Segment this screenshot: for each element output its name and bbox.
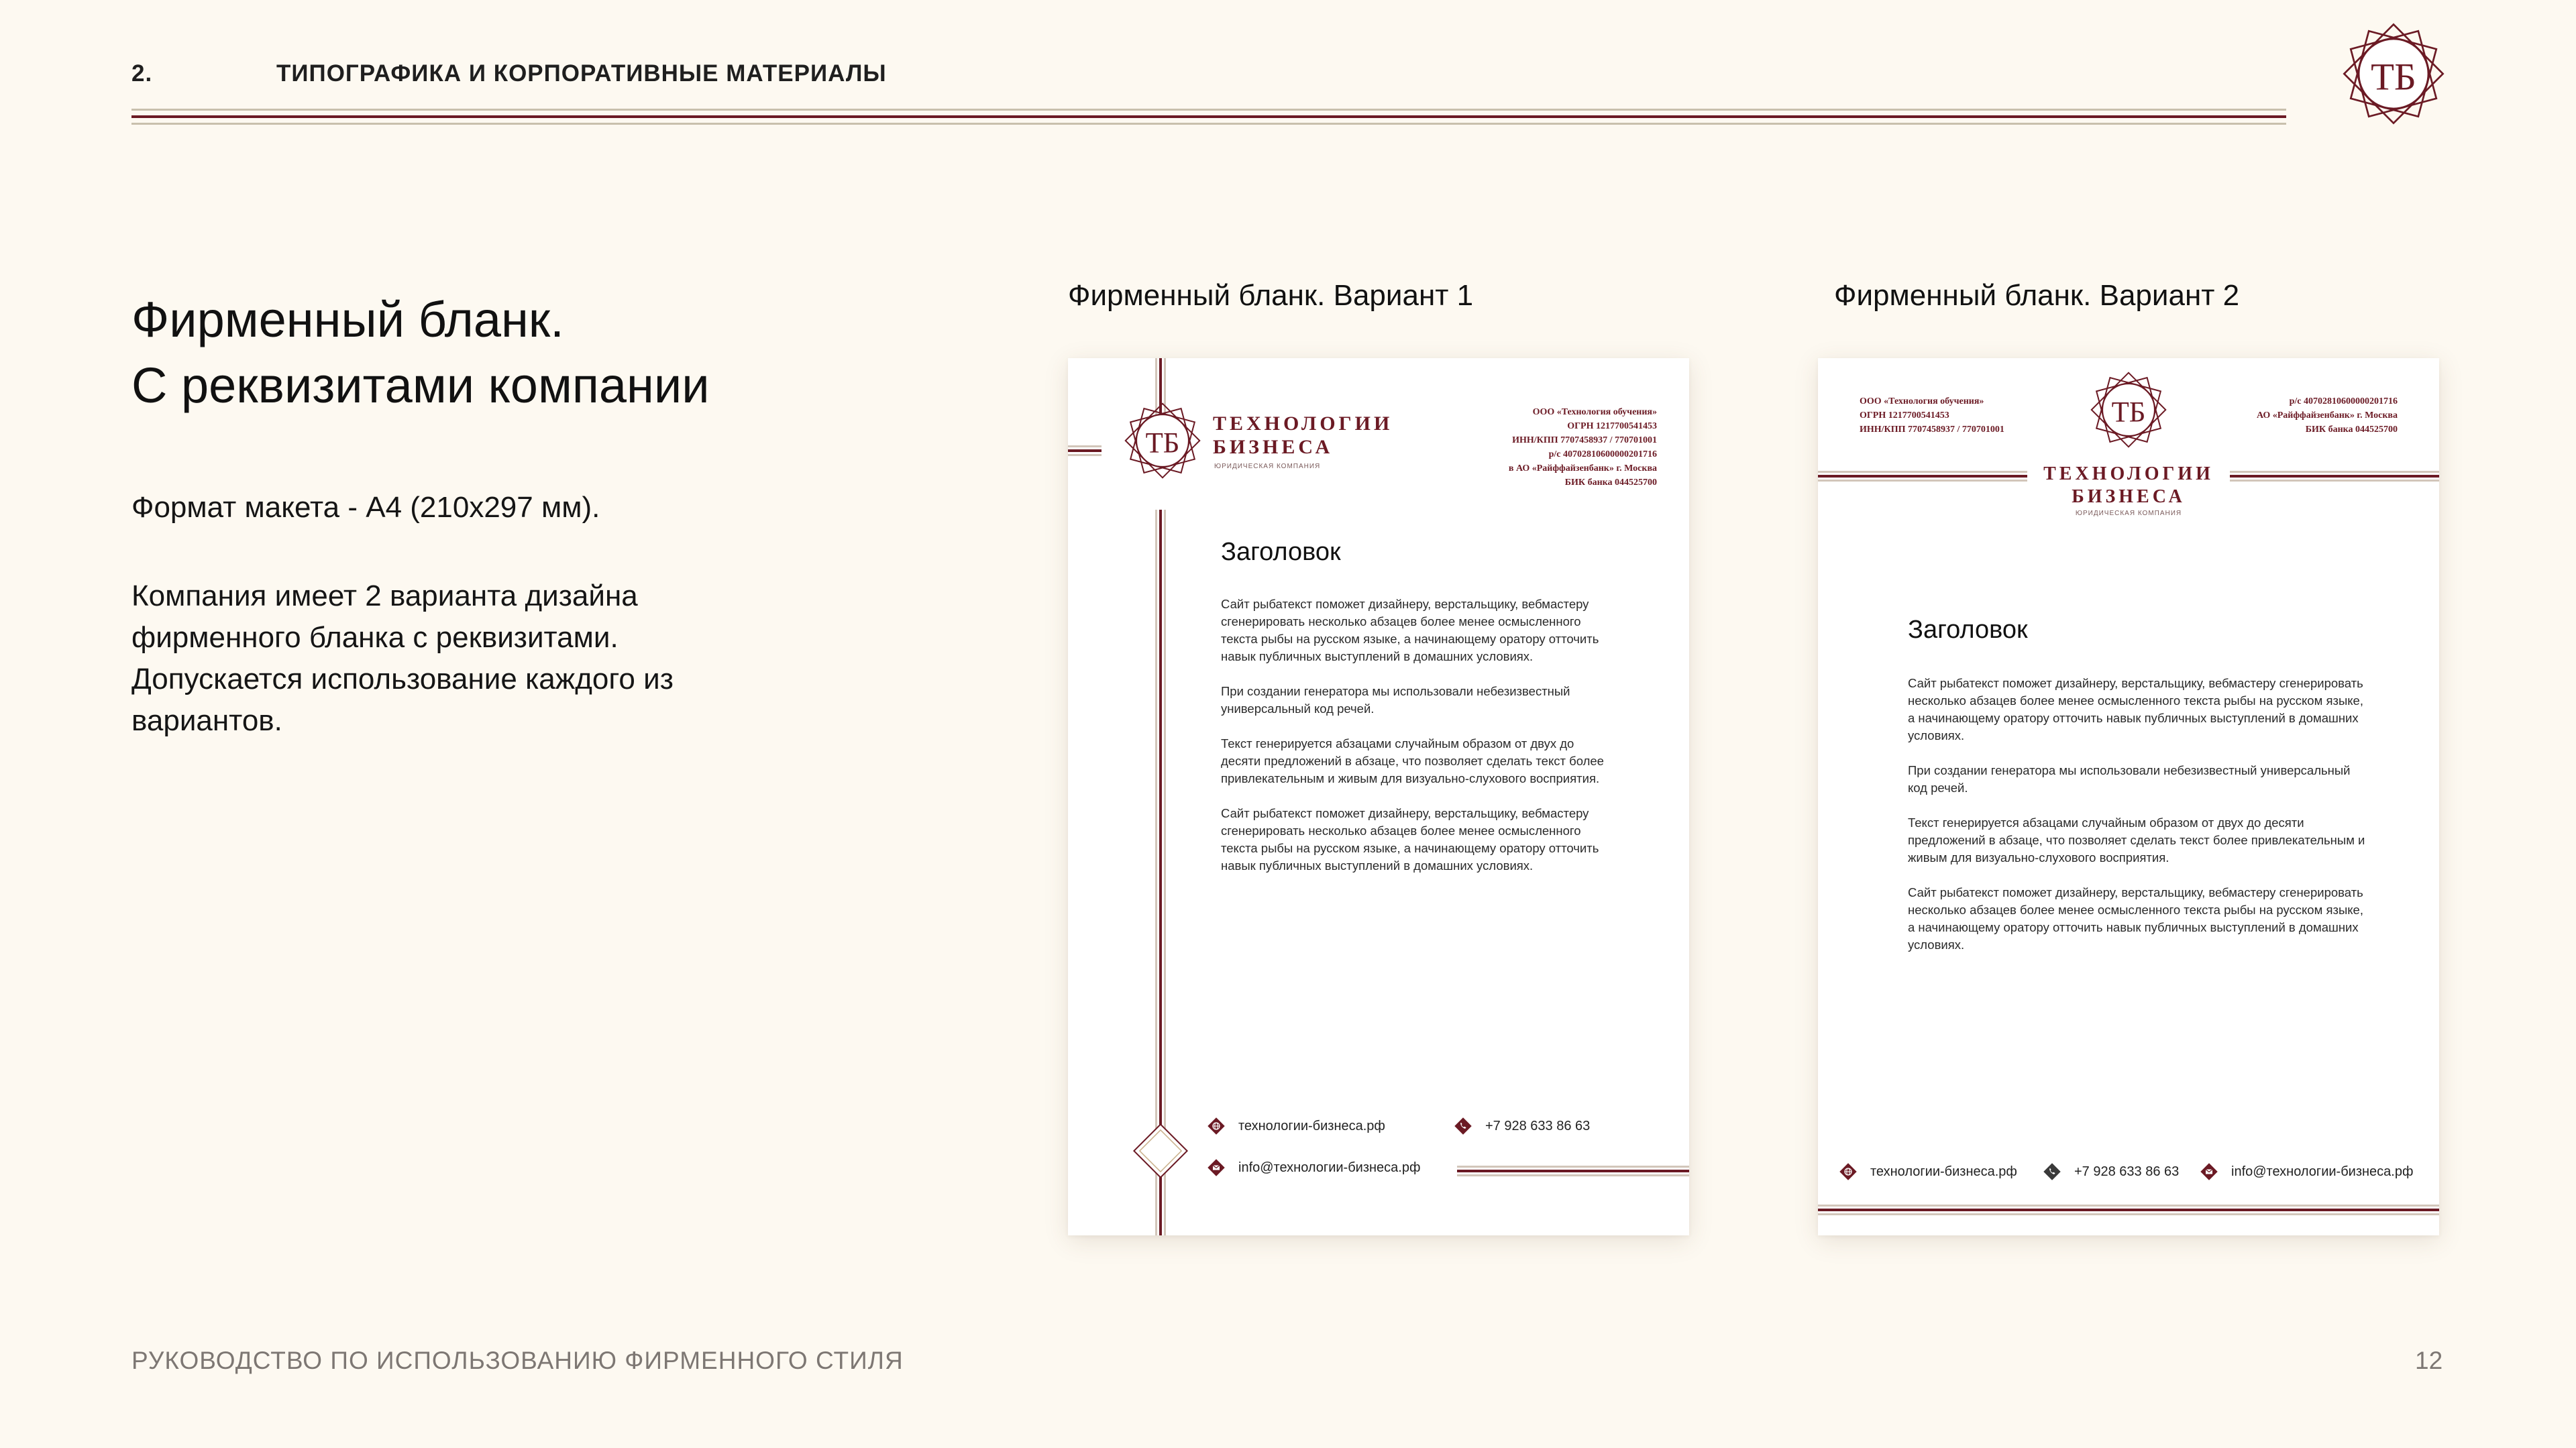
mail-icon [2199, 1162, 2219, 1182]
description-line: Компания имеет 2 варианта дизайна [131, 579, 638, 612]
body-line: сгенерировать несколько абзацев более менее осмысленного [1221, 614, 1581, 628]
brand-subtitle: ЮРИДИЧЕСКАЯ КОМПАНИЯ [2075, 510, 2182, 517]
horizontal-rule [1818, 480, 2027, 482]
email-link[interactable]: info@технологии-бизнеса.рф [2231, 1164, 2414, 1179]
company-requisites [1509, 405, 1657, 490]
body-line: условиях. [1908, 938, 1965, 952]
description-line: вариантов. [131, 704, 282, 737]
body-paragraph [1221, 596, 1650, 665]
footer-text: РУКОВОДСТВО ПО ИСПОЛЬЗОВАНИЮ ФИРМЕННОГО СТИЛЯ [131, 1347, 904, 1374]
letterhead-variant2 [1818, 358, 2439, 1235]
variant1-caption: Фирменный бланк. Вариант 1 [1068, 279, 1474, 312]
phone-contact[interactable] [2042, 1162, 2179, 1182]
description-line: Допускается использование каждого из [131, 663, 674, 695]
website-link[interactable]: технологии-бизнеса.рф [1870, 1164, 2017, 1179]
letter-body [1908, 675, 2404, 971]
body-line: предложений в абзаце, что позволяет сделать текст более привлекательным и [1908, 833, 2365, 847]
header-rule [131, 115, 2286, 118]
body-line: а начинающему оратору отточить навык публичных выступлений в домашних [1908, 711, 2359, 725]
body-line: Сайт рыбатекст поможет дизайнеру, верстальщику, вебмастеру сгенерировать [1908, 885, 2363, 899]
requisite-line: в АО «Райффайзенбанк» г. Москва [1508, 463, 1657, 474]
horizontal-rule [1457, 1170, 1689, 1172]
phone-icon [2042, 1162, 2062, 1182]
horizontal-rule [1068, 445, 1102, 447]
body-line: Сайт рыбатекст поможет дизайнеру, верстальщику, вебмастеру сгенерировать [1908, 676, 2363, 690]
requisite-line: БИК банка 044525700 [1564, 478, 1657, 488]
body-line: текста рыбы на русском языке, а начинающему оратору отточить [1221, 632, 1599, 646]
horizontal-rule [1818, 1205, 2439, 1207]
brand-name [1213, 412, 1393, 459]
body-line: навык публичных выступлений в домашних условиях. [1221, 858, 1534, 873]
body-paragraph [1221, 683, 1650, 718]
monogram-logo-icon [2086, 368, 2171, 452]
phone-number[interactable]: +7 928 633 86 63 [2074, 1164, 2180, 1179]
requisite-line: ОГРН 1217700541453 [1567, 421, 1657, 431]
mail-icon [1206, 1158, 1226, 1178]
body-paragraph [1908, 884, 2404, 954]
section-number: 2. [131, 60, 153, 87]
brand-name [2028, 463, 2229, 508]
variants-description [131, 575, 789, 742]
body-line: универсальный код речей. [1221, 702, 1375, 716]
diamond-ornament-icon [1132, 1123, 1189, 1179]
section-title: ТИПОГРАФИКА И КОРПОРАТИВНЫЕ МАТЕРИАЛЫ [276, 60, 887, 87]
body-paragraph [1908, 814, 2404, 867]
letter-heading: Заголовок [1908, 616, 2028, 644]
email-link[interactable]: info@технологии-бизнеса.рф [1238, 1160, 1421, 1175]
body-line: сгенерировать несколько абзацев более менее осмысленного [1221, 824, 1581, 838]
website-contact[interactable] [1838, 1162, 2017, 1182]
horizontal-rule [1818, 1213, 2439, 1215]
email-contact[interactable] [2199, 1162, 2413, 1182]
brand-name-line: ТЕХНОЛОГИИ [2043, 463, 2214, 484]
website-contact[interactable] [1206, 1116, 1385, 1136]
requisite-line: ИНН/КПП 7707458937 / 770701001 [1512, 435, 1657, 445]
phone-icon [1453, 1116, 1473, 1136]
monogram-logo-icon [1120, 398, 1205, 483]
horizontal-rule [2230, 471, 2439, 473]
letter-body [1221, 596, 1650, 892]
body-line: несколько абзацев более менее осмысленного текста рыбы на русском языке, [1908, 693, 2363, 708]
horizontal-rule [1457, 1174, 1689, 1176]
requisite-line: р/с 40702810600000201716 [1548, 449, 1657, 459]
brand-name-line: БИЗНЕСА [2072, 486, 2186, 507]
body-line: живым для визуально-слухового восприятия. [1908, 850, 2169, 865]
variant2-caption: Фирменный бланк. Вариант 2 [1834, 279, 2240, 312]
format-note: Формат макета - А4 (210х297 мм). [131, 491, 600, 524]
requisite-line: ООО «Технология обучения» [1860, 396, 1984, 406]
body-line: несколько абзацев более менее осмысленного текста рыбы на русском языке, [1908, 903, 2363, 917]
body-paragraph [1221, 805, 1650, 875]
body-line: текста рыбы на русском языке, а начинающему оратору отточить [1221, 841, 1599, 855]
body-paragraph [1221, 735, 1650, 787]
requisite-line: АО «Райффайзенбанк» г. Москва [2256, 410, 2398, 421]
requisite-line: БИК банка 044525700 [2305, 425, 2398, 435]
horizontal-rule [1068, 454, 1102, 456]
globe-icon [1838, 1162, 1858, 1182]
website-link[interactable]: технологии-бизнеса.рф [1238, 1118, 1385, 1133]
body-line: Сайт рыбатекст поможет дизайнеру, верстальщику, вебмастеру [1221, 806, 1589, 820]
page-title-line: Фирменный бланк. [131, 292, 564, 347]
body-paragraph [1908, 675, 2404, 744]
requisite-line: ИНН/КПП 7707458937 / 770701001 [1860, 425, 2004, 435]
body-line: условиях. [1908, 728, 1965, 742]
body-line: навык публичных выступлений в домашних условиях. [1221, 649, 1534, 663]
phone-number[interactable]: +7 928 633 86 63 [1485, 1118, 1591, 1133]
body-line: а начинающему оратору отточить навык публичных выступлений в домашних [1908, 920, 2359, 934]
monogram-logo-icon [2337, 17, 2450, 130]
brand-subtitle: ЮРИДИЧЕСКАЯ КОМПАНИЯ [1214, 463, 1321, 470]
body-line: привлекательным и живым для визуально-слухового восприятия. [1221, 771, 1600, 785]
description-line: фирменного бланка с реквизитами. [131, 621, 619, 654]
body-line: При создании генератора мы использовали небезизвестный универсальный [1908, 763, 2351, 777]
page-title-line: С реквизитами компании [131, 357, 710, 413]
requisite-line: р/с 40702810600000201716 [2289, 396, 2398, 406]
company-requisites-left [1860, 394, 2004, 437]
requisite-line: ООО «Технология обучения» [1532, 407, 1657, 417]
body-line: Текст генерируется абзацами случайным образом от двух до десяти [1908, 816, 2304, 830]
horizontal-rule [1457, 1166, 1689, 1168]
globe-icon [1206, 1116, 1226, 1136]
body-paragraph [1908, 762, 2404, 797]
header-rule [131, 123, 2286, 125]
requisite-line: ОГРН 1217700541453 [1860, 410, 1949, 421]
horizontal-rule [2230, 480, 2439, 482]
email-contact[interactable] [1206, 1158, 1420, 1178]
body-line: Сайт рыбатекст поможет дизайнеру, верстальщику, вебмастеру [1221, 597, 1589, 611]
horizontal-rule [1818, 475, 2027, 478]
body-line: десяти предложений в абзаце, что позволяет сделать текст более [1221, 754, 1604, 768]
company-requisites-right [2257, 394, 2398, 437]
horizontal-rule [1068, 449, 1102, 452]
body-line: При создании генератора мы использовали небезизвестный [1221, 684, 1570, 698]
page-number: 12 [2415, 1347, 2443, 1374]
body-line: код речей. [1908, 781, 1968, 795]
header-rule [131, 109, 2286, 111]
phone-contact[interactable] [1453, 1116, 1590, 1136]
letterhead-variant1 [1068, 358, 1689, 1235]
horizontal-rule [2230, 475, 2439, 478]
horizontal-rule [1818, 1209, 2439, 1211]
brand-name-line: БИЗНЕСА [1213, 436, 1334, 458]
page-title [131, 287, 710, 419]
brand-name-line: ТЕХНОЛОГИИ [1213, 412, 1393, 435]
horizontal-rule [1818, 471, 2027, 473]
letter-heading: Заголовок [1221, 538, 1341, 566]
body-line: Текст генерируется абзацами случайным образом от двух до [1221, 736, 1574, 750]
